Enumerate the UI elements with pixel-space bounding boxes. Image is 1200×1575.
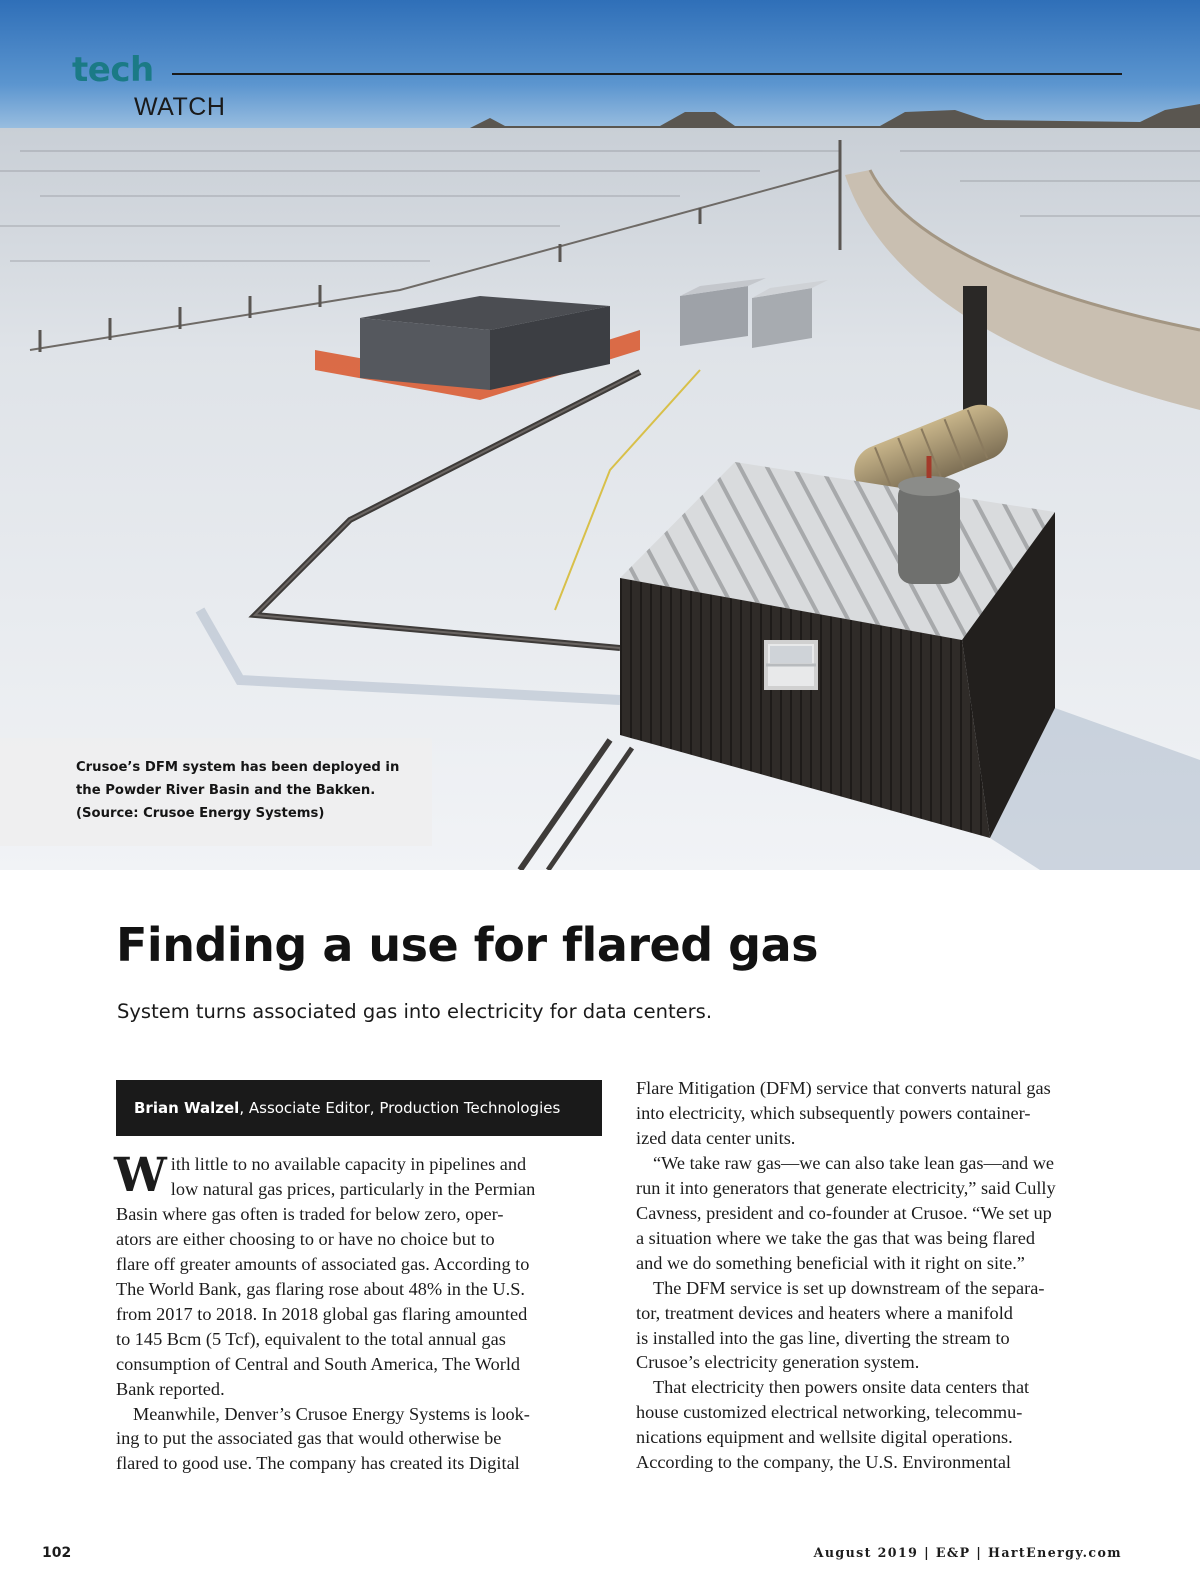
body-line: consumption of Central and South America, The World xyxy=(116,1353,521,1374)
body-line: flared to good use. The company has created its Digital xyxy=(116,1453,520,1474)
body-line: into electricity, which subsequently powers container- xyxy=(636,1102,1031,1123)
body-line: Basin where gas often is traded for below zero, oper- xyxy=(116,1203,504,1224)
article-deck: System turns associated gas into electricity for data centers. xyxy=(117,1000,713,1023)
body-column-right xyxy=(636,1076,1126,1475)
photo-caption xyxy=(0,738,432,846)
body-line: Cavness, president and co-founder at Crusoe. “We set up xyxy=(636,1202,1052,1223)
body-line: The DFM service is set up downstream of the separa- xyxy=(653,1277,1045,1298)
body-line: is installed into the gas line, diverting the stream to xyxy=(636,1327,1010,1348)
body-line: nications equipment and wellsite digital operations. xyxy=(636,1427,1013,1448)
body-line: low natural gas prices, particularly in the Permian xyxy=(170,1178,536,1199)
section-tag xyxy=(72,48,1122,128)
author-name: Brian Walzel xyxy=(134,1099,240,1117)
issue-info: August 2019 | E&P | HartEnergy.com xyxy=(813,1545,1122,1560)
section-tag-tech: tech xyxy=(72,50,154,90)
body-line: The World Bank, gas flaring rose about 48% in the U.S. xyxy=(116,1278,525,1299)
body-line: ators are either choosing to or have no choice but to xyxy=(116,1228,495,1249)
page-number: 102 xyxy=(42,1545,72,1561)
body-line: run it into generators that generate electricity,” said Cully xyxy=(636,1177,1056,1198)
body-line: Bank reported. xyxy=(116,1378,225,1399)
body-line: flare off greater amounts of associated gas. According to xyxy=(116,1253,530,1274)
body-line: ith little to no available capacity in pipelines and xyxy=(170,1154,527,1174)
body-line: Crusoe’s electricity generation system. xyxy=(636,1352,920,1373)
body-line: Flare Mitigation (DFM) service that converts natural gas xyxy=(636,1078,1051,1098)
body-line: ized data center units. xyxy=(636,1127,796,1148)
body-line: ing to put the associated gas that would otherwise be xyxy=(116,1428,502,1449)
body-line: from 2017 to 2018. In 2018 global gas flaring amounted xyxy=(116,1303,528,1324)
article-title: Finding a use for flared gas xyxy=(116,918,819,972)
body-line: and we do something beneficial with it right on site.” xyxy=(636,1252,1025,1273)
body-line: According to the company, the U.S. Environmental xyxy=(636,1452,1012,1473)
photo-caption-text xyxy=(76,756,426,825)
body-line: house customized electrical networking, telecommu- xyxy=(636,1402,1023,1423)
body-line: to 145 Bcm (5 Tcf), equivalent to the total annual gas xyxy=(116,1328,506,1349)
byline-box xyxy=(116,1080,602,1136)
body-line: “We take raw gas—we can also take lean gas—and we xyxy=(653,1152,1055,1173)
caption-line: Crusoe’s DFM system has been deployed in xyxy=(76,760,400,775)
byline xyxy=(134,1097,560,1119)
drop-cap: W xyxy=(114,1148,167,1203)
body-line: tor, treatment devices and heaters where a manifold xyxy=(636,1302,1013,1323)
section-rule xyxy=(172,73,1122,75)
body-line: Meanwhile, Denver’s Crusoe Energy Systems is look- xyxy=(133,1403,530,1424)
caption-line: the Powder River Basin and the Bakken. xyxy=(76,783,376,798)
author-role: , Associate Editor, Production Technologies xyxy=(239,1099,561,1117)
body-column-left xyxy=(114,1148,602,1476)
caption-line: (Source: Crusoe Energy Systems) xyxy=(76,806,325,821)
body-line: That electricity then powers onsite data centers that xyxy=(653,1377,1030,1398)
section-tag-watch: WATCH xyxy=(134,93,226,121)
body-line: a situation where we take the gas that was being flared xyxy=(636,1227,1035,1248)
